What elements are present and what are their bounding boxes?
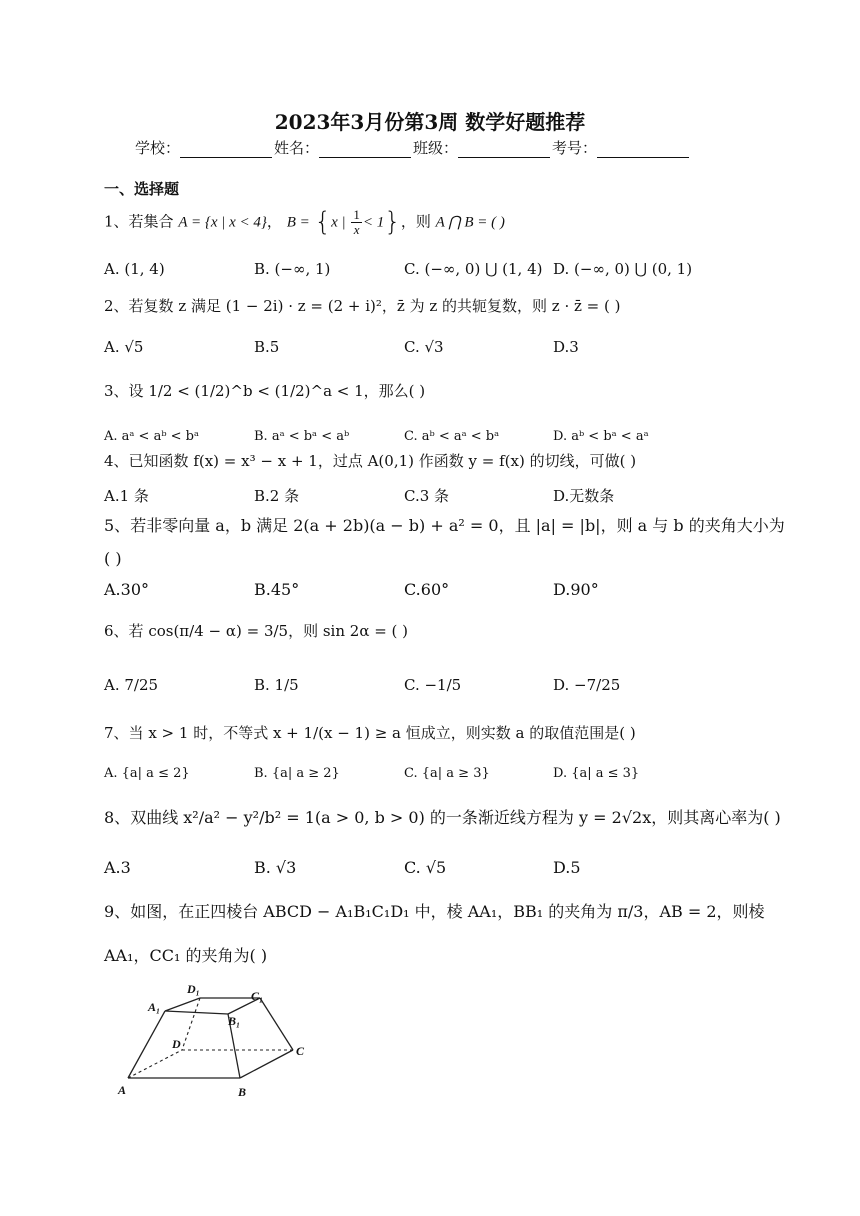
set-a: A = {x | x < 4} (178, 214, 267, 231)
q6-option-b[interactable]: B. 1/5 (254, 676, 299, 694)
question-text-2: ，则 (400, 212, 431, 231)
q1-option-c[interactable]: C. (−∞, 0) ⋃ (1, 4) (404, 260, 543, 278)
label-d1: D₁ (187, 982, 200, 996)
q3-option-c[interactable]: C. aᵇ < aᵃ < bᵃ (404, 429, 500, 444)
question-number: 2、 (104, 297, 129, 315)
q7-option-c[interactable]: C. {a| a ≥ 3} (404, 766, 490, 781)
q7-option-d[interactable]: D. {a| a ≤ 3} (553, 766, 640, 781)
question-8 (104, 808, 781, 827)
q8-option-a[interactable]: A.3 (104, 858, 131, 877)
set-b-condition: < 1 (362, 214, 385, 231)
q2-option-a[interactable]: A. √5 (104, 338, 144, 356)
q5-option-d[interactable]: D.90° (553, 580, 599, 599)
fraction-denominator: x (353, 222, 360, 238)
q8-option-b[interactable]: B. √3 (254, 858, 297, 877)
q1-option-b[interactable]: B. (−∞, 1) (254, 260, 331, 278)
exam-number-blank[interactable] (597, 143, 689, 158)
question-text: 若非零向量 a，b 满足 2(a + 2b)(a − b) + a² = 0，且 |a| = |b|，则 a 与 b 的夹角大小为 (130, 516, 785, 535)
q8-option-c[interactable]: C. √5 (404, 858, 447, 877)
fraction-numerator: 1 (353, 207, 360, 223)
question-number: 4、 (104, 452, 129, 470)
question-text: 当 x > 1 时，不等式 x + 1/(x − 1) ≥ a 恒成立，则实数 a 的取值范围是( ) (128, 724, 636, 742)
section-title: 一、选择题 (104, 180, 180, 198)
left-brace: { (314, 207, 332, 237)
question-number: 5、 (104, 516, 131, 535)
q3-option-b[interactable]: B. aᵃ < bᵃ < aᵇ (254, 429, 350, 444)
name-blank[interactable] (319, 143, 411, 158)
fraction-1-over-x (351, 208, 362, 236)
question-text: 如图，在正四棱台 ABCD − A₁B₁C₁D₁ 中，棱 AA₁，BB₁ 的夹角为 π/3，AB = 2，则棱 (130, 902, 765, 921)
question-7 (104, 724, 636, 742)
q4-option-c[interactable]: C.3 条 (404, 487, 450, 505)
class-blank[interactable] (458, 143, 550, 158)
question-4 (104, 452, 636, 470)
q2-option-b[interactable]: B.5 (254, 338, 280, 356)
student-info-line (135, 137, 691, 158)
q1-option-d[interactable]: D. (−∞, 0) ⋃ (0, 1) (553, 260, 693, 278)
question-1 (104, 207, 505, 238)
label-a: A (118, 1083, 127, 1097)
label-a1: A₁ (148, 1000, 161, 1014)
label-c: C (296, 1044, 305, 1058)
q6-option-a[interactable]: A. 7/25 (104, 676, 159, 694)
question-text: 已知函数 f(x) = x³ − x + 1，过点 A(0,1) 作函数 y = f(x) 的切线，可做( ) (128, 452, 637, 470)
q2-option-d[interactable]: D.3 (553, 338, 579, 356)
question-number: 6、 (104, 622, 129, 640)
frustum-figure (110, 978, 320, 1103)
class-label: 班级： (413, 139, 459, 157)
q2-option-c[interactable]: C. √3 (404, 338, 444, 356)
question-text: 设 1/2 < (1/2)^b < (1/2)^a < 1，那么( ) (128, 382, 426, 400)
q4-option-d[interactable]: D.无数条 (553, 487, 615, 505)
q4-option-a[interactable]: A.1 条 (104, 487, 149, 505)
school-label: 学校： (135, 139, 181, 157)
question-expression: A ⋂ B = ( ) (435, 214, 505, 231)
question-5-continued: ( ) (104, 549, 122, 568)
set-b-variable: x | (331, 214, 346, 231)
q5-option-a[interactable]: A.30° (104, 580, 149, 599)
question-6 (104, 622, 408, 640)
exam-number-label: 考号： (552, 139, 598, 157)
q3-option-d[interactable]: D. aᵇ < bᵃ < aᵃ (553, 429, 649, 444)
question-number: 8、 (104, 808, 131, 827)
question-9-continued: AA₁，CC₁ 的夹角为( ) (104, 946, 268, 965)
q5-option-c[interactable]: C.60° (404, 580, 450, 599)
question-number: 1、 (104, 212, 129, 231)
q5-option-b[interactable]: B.45° (254, 580, 300, 599)
q7-option-a[interactable]: A. {a| a ≤ 2} (104, 766, 190, 781)
question-5 (104, 516, 785, 535)
name-label: 姓名： (274, 139, 320, 157)
question-3 (104, 382, 425, 400)
question-number: 7、 (104, 724, 129, 742)
q8-option-d[interactable]: D.5 (553, 858, 581, 877)
separator: ， (266, 212, 282, 231)
q7-option-b[interactable]: B. {a| a ≥ 2} (254, 766, 340, 781)
set-b-label: B = (286, 214, 310, 231)
question-text: 若 cos(π/4 − α) = 3/5，则 sin 2α = ( ) (128, 622, 409, 640)
question-number: 3、 (104, 382, 129, 400)
question-9 (104, 902, 765, 921)
q4-option-b[interactable]: B.2 条 (254, 487, 300, 505)
q3-option-a[interactable]: A. aᵃ < aᵇ < bᵃ (104, 429, 200, 444)
q6-option-d[interactable]: D. −7/25 (553, 676, 621, 694)
question-text: 双曲线 x²/a² − y²/b² = 1(a > 0, b > 0) 的一条渐近线方程为 y = 2√2x，则其离心率为( ) (130, 808, 781, 827)
label-b: B (238, 1085, 247, 1099)
q1-option-a[interactable]: A. (1, 4) (104, 260, 165, 278)
question-text: 若集合 (128, 212, 174, 231)
school-blank[interactable] (180, 143, 272, 158)
q6-option-c[interactable]: C. −1/5 (404, 676, 462, 694)
label-c1: C₁ (251, 989, 264, 1003)
question-text: 若复数 z 满足 (1 − 2i) · z = (2 + i)²，z̄ 为 z 的共轭复数，则 z · z̄ = ( ) (128, 297, 621, 315)
page-title: 2023年3月份第3周 数学好题推荐 (274, 110, 586, 134)
right-brace: } (384, 207, 401, 237)
label-d: D (172, 1037, 181, 1051)
question-2 (104, 297, 621, 315)
question-number: 9、 (104, 902, 131, 921)
label-b1: B₁ (228, 1014, 241, 1028)
